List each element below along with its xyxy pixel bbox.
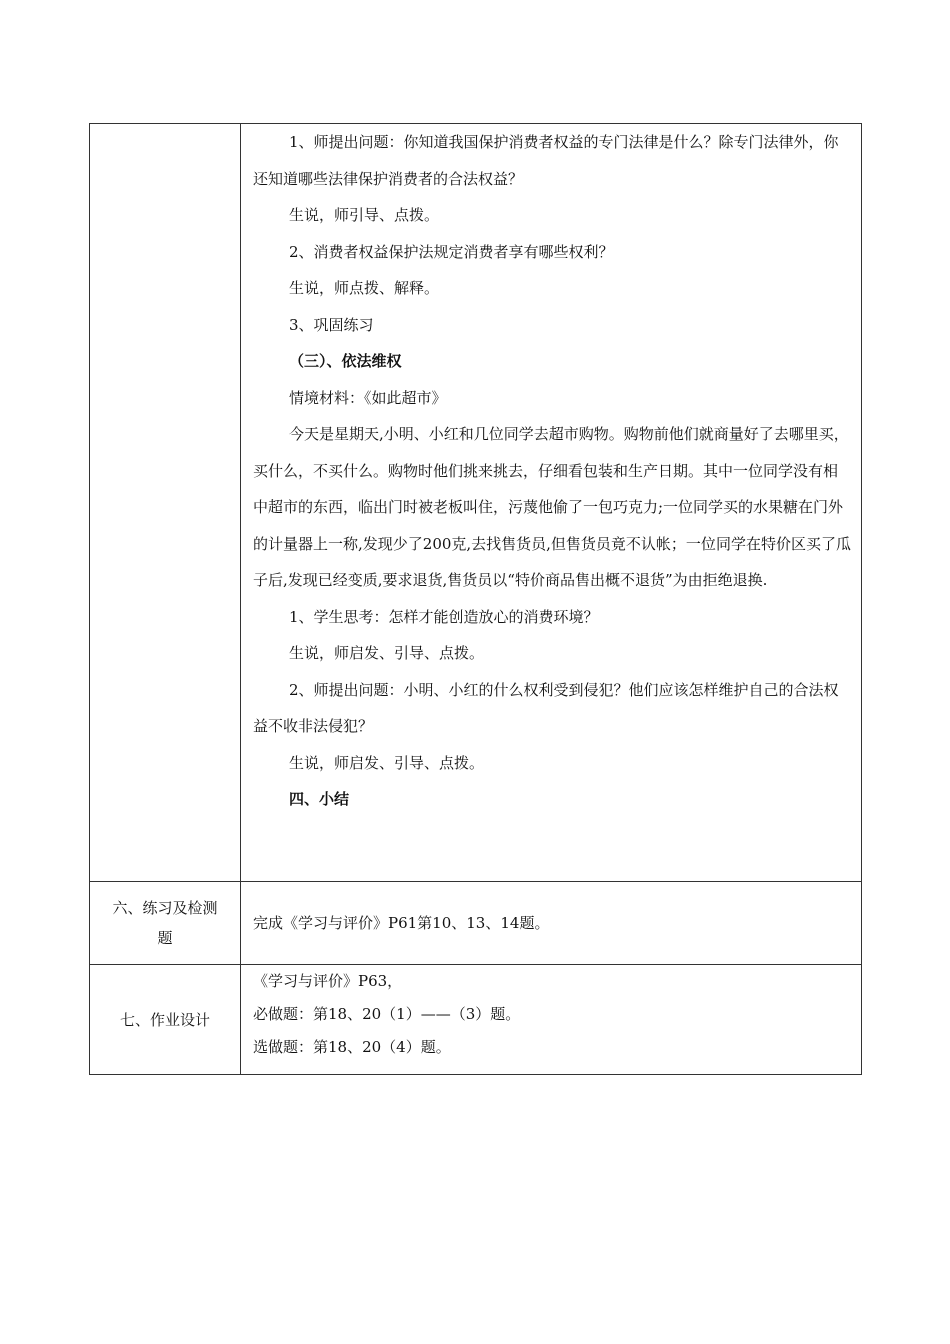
table-row xyxy=(90,124,862,882)
practice-content: 完成《学习与评价》P61第10、13、14题。 xyxy=(253,913,550,932)
empty-label-cell xyxy=(90,124,241,882)
homework-content-cell xyxy=(241,965,862,1075)
homework-label: 七、作业设计 xyxy=(90,965,241,1075)
teaching-process-cell xyxy=(241,124,862,882)
practice-label-line2: 题 xyxy=(157,929,173,947)
body-paragraph: 1、师提出问题：你知道我国保护消费者权益的专门法律是什么？除专门法律外，你还知道哪些法律保护消费者的合法权益？ xyxy=(253,133,839,188)
homework-line: 《学习与评价》P63， xyxy=(253,972,403,990)
practice-content-cell xyxy=(241,882,862,965)
body-paragraph: 生说，师启发、引导、点拨。 xyxy=(289,644,485,662)
lesson-plan-table xyxy=(89,123,862,1075)
teaching-process-text xyxy=(253,124,851,818)
body-paragraph: 今天是星期天,小明、小红和几位同学去超市购物。购物前他们就商量好了去哪里买，买什么，不买什么。购物时他们挑来挑去，仔细看包装和生产日期。其中一位同学没有相中超市的东西，临出门时被老板叫住，污蔑他偷了一包巧克力;一位同学买的水果糖在门外的计量器上一称,发现少了200克,去找售货员,但售货员竟不认帐；一位同学在特价区买了瓜子后,发现已经变质,要求退货,售货员以“特价商品售出概不退货”为由拒绝退换. xyxy=(253,425,851,589)
body-paragraph: 2、师提出问题：小明、小红的什么权利受到侵犯？他们应该怎样维护自己的合法权益不收非法侵犯？ xyxy=(253,680,839,735)
section-heading: 四、小结 xyxy=(289,790,350,808)
body-paragraph: 2、消费者权益保护法规定消费者享有哪些权利？ xyxy=(289,242,614,261)
practice-label xyxy=(90,882,241,965)
body-paragraph: 3、巩固练习 xyxy=(289,315,374,334)
body-paragraph: 生说，师引导、点拨。 xyxy=(289,206,440,224)
body-paragraph: 1、学生思考：怎样才能创造放心的消费环境？ xyxy=(289,607,599,626)
body-paragraph: 情境材料：《如此超市》 xyxy=(289,388,447,407)
body-paragraph: 生说，师点拨、解释。 xyxy=(289,279,440,297)
table-row xyxy=(90,882,862,965)
section-heading: （三）、依法维权 xyxy=(289,352,402,370)
table-row xyxy=(90,965,862,1075)
homework-line: 选做题：第18、20（4）题。 xyxy=(253,1038,451,1056)
body-paragraph: 生说，师启发、引导、点拨。 xyxy=(289,753,485,772)
homework-line: 必做题：第18、20（1）——（3）题。 xyxy=(253,1005,521,1023)
practice-label-line1: 六、练习及检测 xyxy=(112,899,218,917)
